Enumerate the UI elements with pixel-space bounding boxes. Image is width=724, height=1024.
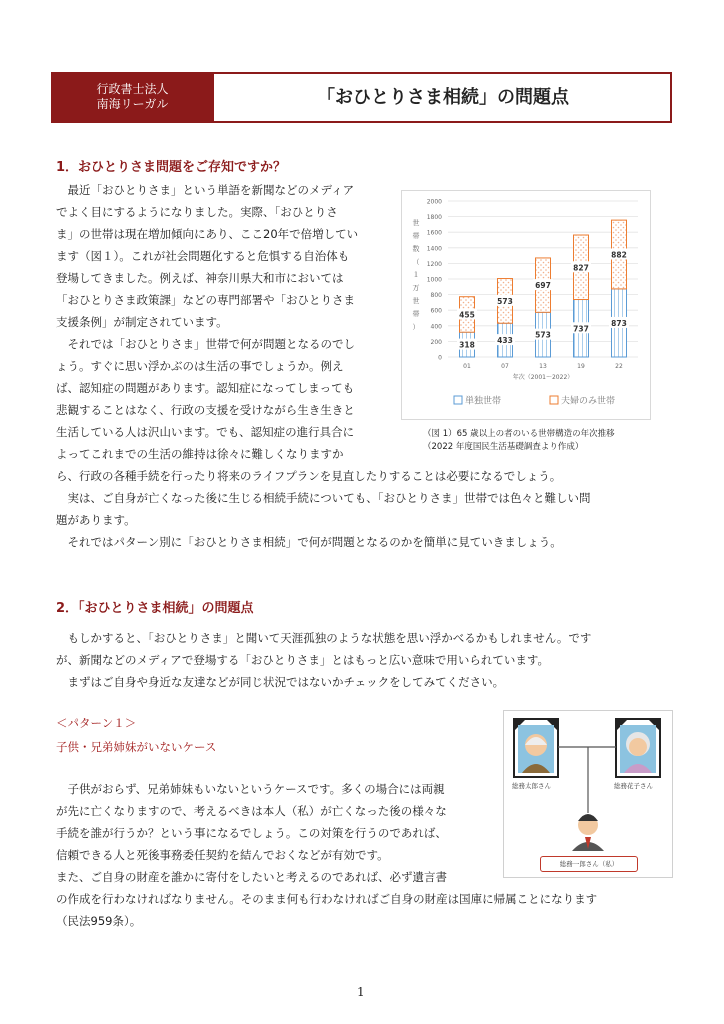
pattern1-line: 信頼できる人と死後事務委任契約を結んでおくなどが有効です。 [56, 848, 389, 862]
firm-line2: 南海リーガル [96, 97, 169, 111]
y-tick-label: 1000 [426, 276, 442, 284]
y-axis-label-char: 帯 [412, 232, 420, 240]
stacked-bar-chart [402, 191, 650, 419]
data-label: 318 [459, 340, 475, 350]
section2-line: まずはご自身や身近な友達などが同じ状況ではないかチェックをしてみてください。 [56, 675, 505, 689]
section1-line: 生活している人は沢山います。でも、認知症の進行具合に [56, 425, 355, 439]
y-tick-label: 600 [430, 307, 442, 315]
section1-line: 登場してきました。例えば、神奈川県大和市においては [56, 271, 344, 285]
y-axis-label-char: （ [412, 258, 420, 266]
x-tick-label: 13 [539, 363, 547, 370]
data-label: 573 [497, 296, 513, 306]
y-tick-label: 0 [438, 354, 442, 362]
pattern1-line: の作成を行わなければなりません。そのまま何も行わなければご自身の財産は国庫に帰属ことになります [56, 892, 598, 906]
section1-line: ま」の世帯は現在増加傾向にあり、ここ20年で倍増してい [56, 227, 359, 241]
pattern1-subtitle: 子供・兄弟姉妹がいないケース [56, 740, 217, 754]
section2-line: もしかすると、「おひとりさま」と聞いて天涯孤独のような状態を思い浮かべるかもしれません。です [56, 631, 592, 645]
section1-line: 最近「おひとりさま」という単語を新聞などのメディア [56, 183, 355, 197]
pattern1-title: ＜パターン１＞ [56, 716, 137, 730]
y-tick-label: 2000 [426, 198, 442, 206]
page-number: 1 [357, 985, 365, 999]
x-tick-label: 01 [463, 363, 471, 370]
data-label: 433 [497, 336, 513, 346]
legend-swatch [550, 396, 558, 404]
legend-label: 単独世帯 [465, 396, 502, 407]
data-label: 455 [459, 310, 475, 320]
section1-line: ば、認知症の問題があります。認知症になってしまっても [56, 381, 355, 395]
firm-line1: 行政書士法人 [96, 82, 169, 96]
section1-body [56, 179, 358, 465]
mother-portrait-icon [616, 719, 660, 777]
x-tick-label: 07 [501, 363, 509, 370]
y-axis-label-char: 数 [412, 245, 420, 253]
section1-line: 「おひとりさま政策課」などの専門部署や「おひとりさま [56, 293, 355, 307]
pattern1-line: （民法959条）。 [56, 914, 142, 928]
section1-line: ら、行政の各種手続を行ったり将来のライフプランを見直したりすることは必要になるでしょう。 [56, 469, 562, 483]
section1-line: 支援条例」が制定されています。 [56, 315, 228, 329]
y-tick-label: 1800 [426, 214, 442, 222]
y-tick-label: 400 [430, 323, 442, 331]
legend-label: 夫婦のみ世帯 [561, 396, 616, 407]
data-label: 573 [535, 330, 551, 340]
y-tick-label: 1400 [426, 245, 442, 253]
pattern1-line: 子供がおらず、兄弟姉妹もいないというケースです。多くの場合には両親 [56, 782, 445, 796]
legend-swatch [454, 396, 462, 404]
firm-name-block [51, 72, 214, 123]
data-label: 882 [611, 250, 627, 260]
y-axis-label-char: １ [412, 271, 420, 279]
y-tick-label: 1200 [426, 260, 442, 268]
chart-caption-line1: （図 1）65 歳以上の者のいる世帯構造の年次推移 [423, 429, 615, 439]
data-label: 737 [573, 324, 589, 334]
section1-line: 実は、ご自身が亡くなった後に生じる相続手続についても、「おひとりさま」世帯では色々と難しい問 [56, 491, 591, 505]
self-person-icon [572, 814, 604, 851]
y-axis-label-char: 世 [412, 297, 420, 305]
y-axis-label-char: 帯 [412, 310, 420, 318]
data-label: 697 [535, 281, 551, 291]
x-axis-label: 年次（2001～2022） [512, 374, 574, 381]
y-tick-label: 1600 [426, 229, 442, 237]
section1-line: よってこれまでの生活の維持は徐々に難しくなりますか [56, 447, 344, 461]
y-axis-label-char: 万 [412, 284, 420, 292]
section1-line: ょう。すぐに思い浮かぶのは生活の事でしょうか。例え [56, 359, 344, 373]
x-tick-label: 19 [577, 363, 585, 370]
section1-line: 悲観することはなく、行政の支援を受けながら生き生きと [56, 403, 355, 417]
page-title: 「おひとりさま相続」の問題点 [317, 87, 569, 108]
section2-body [56, 627, 591, 693]
father-portrait-icon [514, 719, 558, 777]
section2-line: が、新聞などのメディアで登場する「おひとりさま」とはもっと広い意味で用いられています。 [56, 653, 549, 667]
section2-heading: 2．「おひとりさま相続」の問題点 [56, 601, 254, 616]
chart-caption [423, 428, 615, 454]
x-tick-label: 22 [615, 363, 623, 370]
data-label: 873 [611, 318, 627, 328]
self-label: 総務一郎さん（私） [540, 856, 638, 872]
chart-frame [401, 190, 651, 420]
family-tree-lines [504, 711, 672, 877]
family-diagram [503, 710, 673, 878]
section1-line: 題があります。 [56, 513, 136, 527]
section1-line: それではパターン別に「おひとりさま相続」で何が問題となるのかを簡単に見ていきましょう。 [56, 535, 562, 549]
pattern1-line: 手続を誰が行うか？という事になるでしょう。この対策を行うのであれば、 [56, 826, 447, 840]
y-tick-label: 200 [430, 338, 442, 346]
pattern1-line: が先に亡くなりますので、考えるべきは本人（私）が亡くなった後の様々な [56, 804, 447, 818]
y-axis-label-char: ） [412, 323, 420, 331]
section1-line: それでは「おひとりさま」世帯で何が問題となるのでし [56, 337, 355, 351]
section1-line: ます（図１）。これが社会問題化すると危惧する自治体も [56, 249, 350, 263]
pattern1-body [56, 778, 447, 866]
pattern1-line: また、ご自身の財産を誰かに寄付をしたいと考えるのであれば、必ず遺言書 [56, 870, 447, 884]
section1-body-full [56, 465, 591, 553]
chart-caption-line2: （2022 年度国民生活基礎調査より作成） [423, 442, 584, 452]
y-axis-label-char: 世 [412, 219, 420, 227]
father-label: 総務太郎さん [512, 782, 551, 790]
section1-heading: 1．おひとりさま問題をご存知ですか？ [56, 160, 287, 175]
y-tick-label: 800 [430, 292, 442, 300]
data-label: 827 [573, 263, 589, 273]
section1-line: でよく目にするようになりました。実際、「おひとりさ [56, 205, 338, 219]
mother-label: 総務花子さん [614, 782, 653, 790]
